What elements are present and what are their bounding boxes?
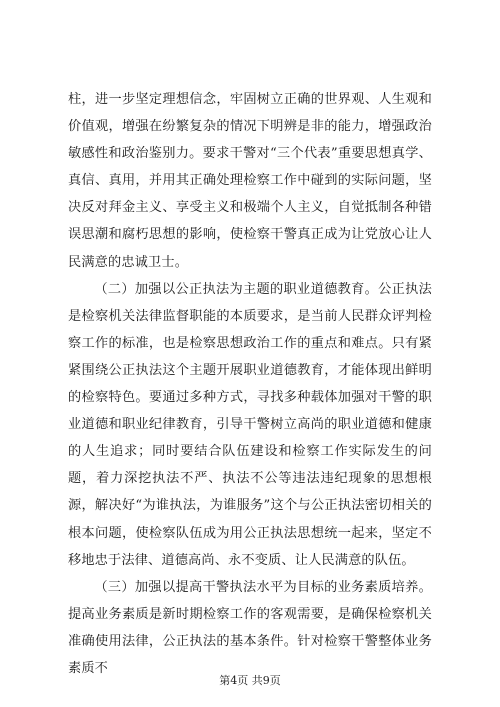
paragraph-professional-ethics: （二）加强以公正执法为主题的职业道德教育。公正执法是检察机关法律监督职能的本质要求，是当前人民群众评判检察工作的标准，也是检察思想政治工作的重点和难点。只有紧紧围绕公正执法这个主题开展职业道德教育，才能体现出鲜明的检察特色。要通过多种方式，寻找多种载体加强对干警的职业道德和职业纪律教育，引导干警树立高尚的职业道德和健康的人生追求；同时要结合队伍建设和检察工作实际发生的问题，着力深挖执法不严、执法不公等违法违纪现象的思想根源，解决好“为谁执法，为谁服务”这个与公正执法密切相关的根本问题，使检察队伍成为用公正执法思想统一起来，坚定不移地忠于法律、道德高尚、永不变质、让人民满意的队伍。 bbox=[68, 281, 432, 568]
document-body bbox=[68, 86, 432, 682]
paragraph-continued: 柱，进一步坚定理想信念，牢固树立正确的世界观、人生观和价值观，增强在纷繁复杂的情况下明辨是非的能力，增强政治敏感性和政治鉴别力。要求干警对“三个代表”重要思想真学、真信、真用，并用其正确处理检察工作中碰到的实际问题，坚决反对拜金主义、享受主义和极端个人主义，自觉抵制各种错误思潮和腐朽思想的影响，使检察干警真正成为让党放心让人民满意的忠诚卫士。 bbox=[68, 92, 432, 270]
page-number-footer: 第4页 共9页 bbox=[219, 674, 281, 687]
paragraph-business-quality: （三）加强以提高干警执法水平为目标的业务素质培养。提高业务素质是新时期检察工作的客观需要，是确保检察机关准确使用法律，公正执法的基本条件。针对检察干警整体业务素质不 bbox=[68, 579, 432, 676]
